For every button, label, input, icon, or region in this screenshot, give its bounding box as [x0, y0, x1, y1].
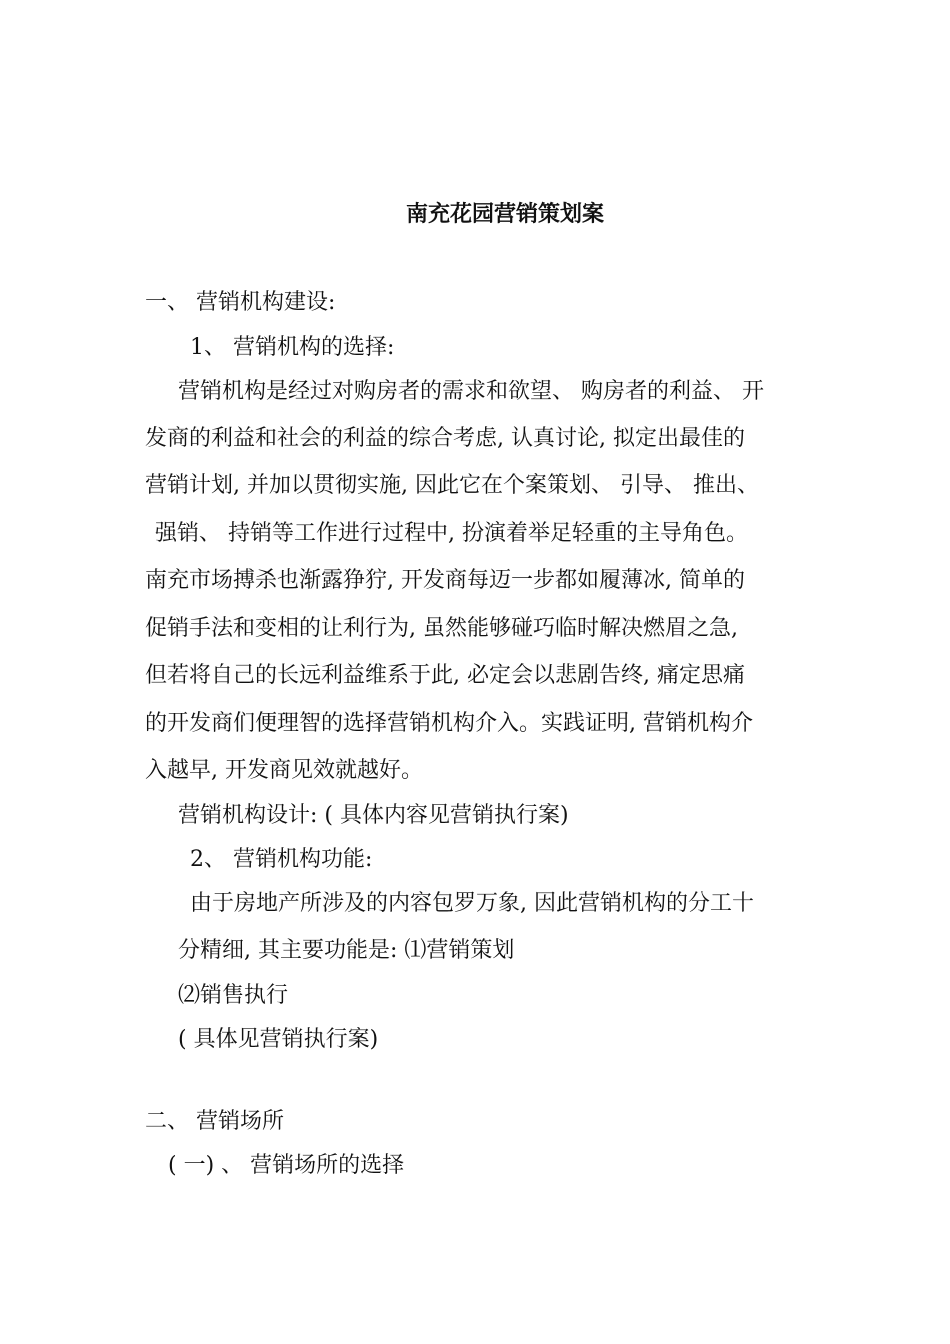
paragraph-line: 由于房地产所涉及的内容包罗万象, 因此营销机构的分工十 — [190, 891, 754, 916]
section-heading-1: 一、 营销机构建设: — [145, 290, 336, 315]
section-heading-2: 二、 营销场所 — [145, 1109, 284, 1134]
paragraph-line: 强销、 持销等工作进行过程中, 扮演着举足轻重的主导角色。 — [155, 521, 748, 546]
paragraph-line: 分精细, 其主要功能是: ⑴营销策划 — [178, 938, 515, 963]
subsection-heading-1-1: 1、 营销机构的选择: — [190, 335, 395, 360]
paragraph-line: ( 具体见营销执行案) — [178, 1027, 379, 1052]
paragraph-line: 营销计划, 并加以贯彻实施, 因此它在个案策划、 引导、 推出、 — [145, 473, 759, 498]
subsection-heading-2-1: ( 一) 、 营销场所的选择 — [168, 1153, 405, 1178]
paragraph-line: 南充市场搏杀也渐露狰狞, 开发商每迈一步都如履薄冰, 简单的 — [145, 568, 745, 593]
subsection-heading-1-2: 2、 营销机构功能: — [190, 847, 373, 872]
document-title: 南充花园营销策划案 — [405, 202, 604, 227]
paragraph-line: 促销手法和变相的让利行为, 虽然能够碰巧临时解决燃眉之急, — [145, 616, 738, 641]
paragraph-line: 营销机构设计: ( 具体内容见营销执行案) — [178, 803, 569, 828]
paragraph-line: 的开发商们便理智的选择营销机构介入。实践证明, 营销机构介 — [145, 711, 753, 736]
paragraph-line: 入越早, 开发商见效就越好。 — [145, 758, 423, 783]
paragraph-line: ⑵销售执行 — [178, 983, 289, 1008]
paragraph-line: 但若将自己的长远利益维系于此, 必定会以悲剧告终, 痛定思痛 — [145, 663, 745, 688]
paragraph-line: 营销机构是经过对购房者的需求和欲望、 购房者的利益、 开 — [178, 379, 764, 404]
paragraph-line: 发商的利益和社会的利益的综合考虑, 认真讨论, 拟定出最佳的 — [145, 426, 745, 451]
